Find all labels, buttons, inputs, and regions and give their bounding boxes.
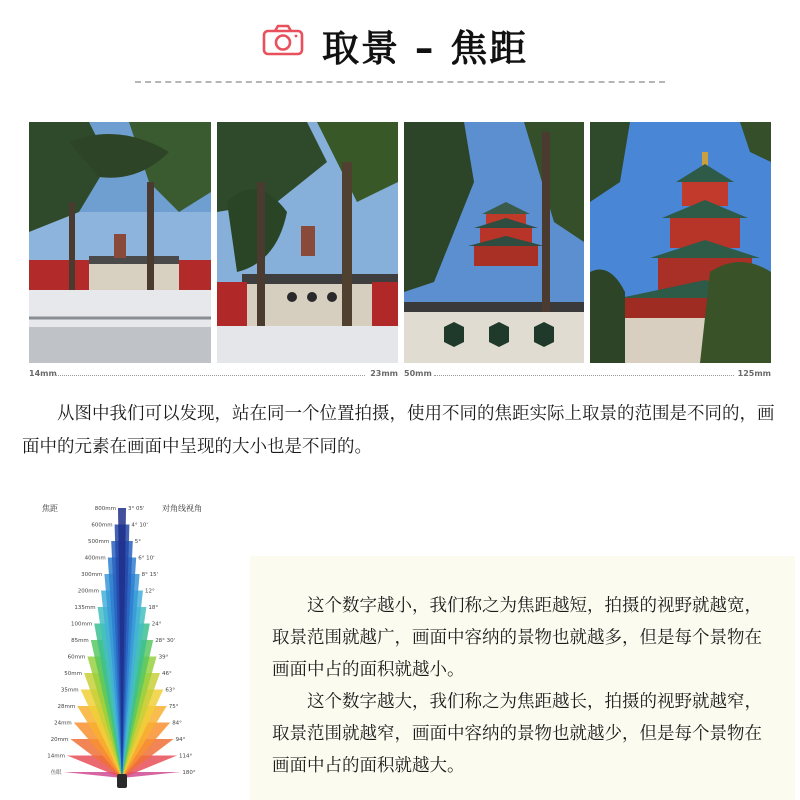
- header: [0, 14, 800, 74]
- fan-focal-label-3: 400mm: [84, 555, 106, 562]
- focal-angle-diagram: [22, 500, 222, 800]
- photo-125mm: [590, 122, 771, 363]
- scale-label-50mm: 50mm: [404, 369, 432, 378]
- fan-focal-label-11: 35mm: [60, 687, 79, 694]
- fan-focal-label-7: 100mm: [70, 621, 93, 628]
- fan-angle-label-12: 75°: [168, 704, 179, 710]
- fan-angle-label-16: 180°: [182, 770, 196, 776]
- fan-angle-label-5: 12°: [145, 588, 155, 595]
- fan-right-header: 对角线视角: [162, 504, 202, 513]
- fan-focal-label-1: 600mm: [91, 522, 113, 529]
- camera-icon: [262, 24, 304, 56]
- focal-angle-svg: [22, 500, 222, 800]
- fan-angle-label-1: 4° 10': [131, 522, 148, 529]
- page-title: 取景 – 焦距: [322, 27, 529, 70]
- scale-line-right: [434, 375, 734, 376]
- fan-angle-label-2: 5°: [134, 539, 142, 545]
- fan-angle-label-6: 18°: [148, 605, 159, 611]
- fan-angle-label-14: 94°: [175, 737, 186, 743]
- fan-focal-label-6: 135mm: [74, 605, 96, 611]
- long-focal-paragraph: 这个数字越大，我们称之为焦距越长，拍摄的视野就越窄，取景范围就越窄，画面中容纳的景物也就越少，但是每个景物在画面中占的面积就越大。: [272, 692, 762, 776]
- short-focal-paragraph: 这个数字越小，我们称之为焦距越短，拍摄的视野就越宽，取景范围就越广，画面中容纳的景物也就越多，但是每个景物在画面中占的面积就越小。: [272, 596, 762, 680]
- fan-focal-label-0: 800mm: [94, 506, 116, 512]
- fan-angle-label-13: 84°: [172, 720, 182, 727]
- fan-angle-label-15: 114°: [179, 753, 193, 760]
- photo-23mm: [217, 122, 398, 363]
- fan-left-header: 焦距: [42, 504, 58, 513]
- fan-focal-label-9: 60mm: [67, 654, 86, 661]
- photo-14mm: [29, 122, 211, 363]
- scale-label-125mm: 125mm: [737, 369, 771, 378]
- fan-focal-label-2: 500mm: [87, 539, 110, 545]
- explanation-box: [250, 556, 795, 800]
- fan-angle-label-10: 46°: [162, 671, 172, 677]
- scale-label-23mm: 23mm: [370, 369, 398, 378]
- intro-paragraph: 从图中我们可以发现，站在同一个位置拍摄，使用不同的焦距实际上取景的范围是不同的，画面中的元素在画面中呈现的大小也是不同的。: [22, 404, 775, 457]
- fan-focal-label-12: 28mm: [57, 704, 76, 710]
- fan-angle-label-9: 39°: [158, 654, 169, 661]
- scale-line-left: [55, 375, 365, 376]
- fan-focal-label-10: 50mm: [64, 671, 82, 677]
- fan-angle-label-0: 3° 05': [128, 506, 145, 512]
- fan-angle-label-8: 28° 30': [155, 638, 176, 644]
- photo-50mm: [404, 122, 584, 363]
- fan-focal-label-13: 24mm: [54, 720, 72, 727]
- fan-focal-label-4: 300mm: [81, 572, 103, 578]
- title-divider: [135, 81, 665, 83]
- fan-angle-label-11: 63°: [165, 687, 176, 694]
- lens-icon: [117, 774, 127, 788]
- focal-scale-left: [29, 369, 398, 381]
- fan-focal-label-8: 85mm: [71, 638, 89, 644]
- fan-focal-label-14: 20mm: [50, 737, 69, 743]
- fan-angle-label-4: 8° 15': [141, 572, 159, 578]
- fan-focal-label-16: 鱼眼: [50, 770, 62, 776]
- fan-angle-label-3: 6° 10': [138, 555, 155, 562]
- fan-focal-label-15: 14mm: [47, 753, 65, 760]
- fan-angle-label-7: 24°: [151, 621, 162, 628]
- fan-focal-label-5: 200mm: [77, 588, 99, 595]
- scale-label-14mm: 14mm: [29, 369, 57, 378]
- focal-scale-right: [404, 369, 771, 381]
